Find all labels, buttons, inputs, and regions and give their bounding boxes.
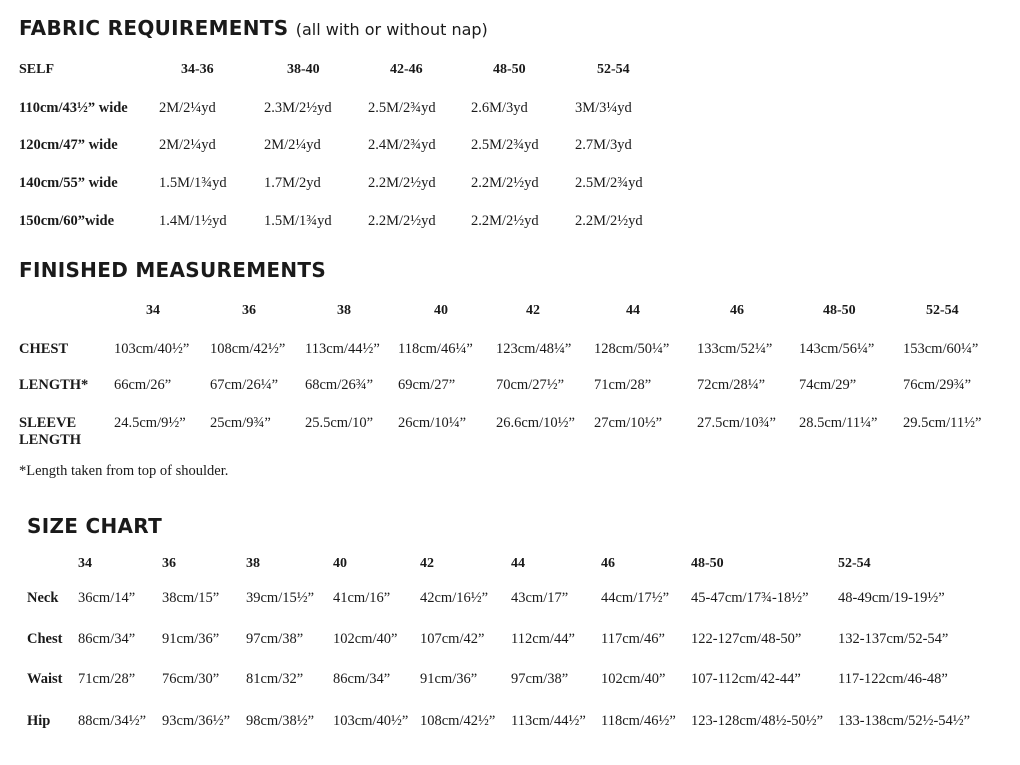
- size-chart-header: 52-54: [838, 556, 871, 571]
- size-chart-cell: 86cm/34”: [333, 671, 391, 687]
- size-chart-cell: 103cm/40½”: [333, 713, 409, 729]
- finished-size-header: 34: [146, 303, 160, 318]
- finished-cell: 103cm/40½”: [114, 341, 190, 357]
- size-chart-cell: 97cm/38”: [511, 671, 569, 687]
- size-chart-cell: 38cm/15”: [162, 590, 220, 606]
- finished-cell: 66cm/26”: [114, 377, 172, 393]
- size-chart-cell: 122-127cm/48-50”: [691, 631, 802, 647]
- finished-cell: 29.5cm/11½”: [903, 415, 982, 431]
- finished-cell: 153cm/60¼”: [903, 341, 979, 357]
- finished-size-header: 42: [526, 303, 540, 318]
- finished-cell: 27.5cm/10¾”: [697, 415, 776, 431]
- size-chart-cell: 117cm/46”: [601, 631, 665, 647]
- finished-row-label: SLEEVE: [19, 415, 77, 431]
- fabric-requirements-heading: [19, 16, 488, 40]
- size-chart-cell: 88cm/34½”: [78, 713, 147, 729]
- fabric-width-label: 140cm/55” wide: [19, 175, 118, 191]
- finished-cell: 72cm/28¼”: [697, 377, 766, 393]
- size-chart-cell: 117-122cm/46-48”: [838, 671, 948, 687]
- size-chart-cell: 39cm/15½”: [246, 590, 315, 606]
- fabric-cell: 2.5M/2¾yd: [471, 137, 539, 153]
- size-chart-header: 34: [78, 556, 92, 571]
- finished-cell: 76cm/29¾”: [903, 377, 972, 393]
- size-chart-cell: 93cm/36½”: [162, 713, 231, 729]
- fabric-cell: 1.5M/1¾yd: [159, 175, 227, 191]
- finished-cell: 113cm/44½”: [305, 341, 380, 357]
- fabric-cell: 3M/3¼yd: [575, 100, 632, 116]
- finished-cell: 108cm/42½”: [210, 341, 286, 357]
- size-chart-header: 42: [420, 556, 434, 571]
- fabric-cell: 2.2M/2½yd: [471, 175, 539, 191]
- fabric-cell: 1.4M/1½yd: [159, 213, 227, 229]
- size-chart-cell: 118cm/46½”: [601, 713, 676, 729]
- fabric-cell: 2M/2¼yd: [159, 100, 216, 116]
- finished-cell: 69cm/27”: [398, 377, 456, 393]
- size-chart-cell: 42cm/16½”: [420, 590, 489, 606]
- finished-cell: 26.6cm/10½”: [496, 415, 575, 431]
- fabric-cell: 1.5M/1¾yd: [264, 213, 332, 229]
- size-chart-cell: 91cm/36”: [162, 631, 220, 647]
- fabric-cell: 2.3M/2½yd: [264, 100, 332, 116]
- finished-cell: 128cm/50¼”: [594, 341, 670, 357]
- size-chart-cell: 133-138cm/52½-54½”: [838, 713, 971, 729]
- finished-row-label-line2: LENGTH: [19, 432, 82, 448]
- size-chart-cell: 112cm/44”: [511, 631, 575, 647]
- size-chart-cell: 108cm/42½”: [420, 713, 496, 729]
- size-chart-header: 38: [246, 556, 260, 571]
- size-chart-cell: 132-137cm/52-54”: [838, 631, 949, 647]
- finished-row-label: CHEST: [19, 341, 69, 357]
- fabric-cell: 2M/2¼yd: [264, 137, 321, 153]
- fabric-cell: 2.5M/2¾yd: [368, 100, 436, 116]
- finished-cell: 68cm/26¾”: [305, 377, 374, 393]
- fabric-requirements-subtitle: (all with or without nap): [295, 20, 488, 39]
- finished-cell: 118cm/46¼”: [398, 341, 473, 357]
- size-chart-cell: 113cm/44½”: [511, 713, 586, 729]
- size-chart-cell: 91cm/36”: [420, 671, 478, 687]
- size-chart-cell: 86cm/34”: [78, 631, 136, 647]
- finished-cell: 71cm/28”: [594, 377, 652, 393]
- size-chart-row-label: Hip: [27, 713, 51, 729]
- fabric-size-header: 42-46: [390, 62, 423, 77]
- size-chart-cell: 43cm/17”: [511, 590, 569, 606]
- size-chart-cell: 123-128cm/48½-50½”: [691, 713, 824, 729]
- fabric-size-header: 38-40: [287, 62, 320, 77]
- fabric-cell: 2.2M/2½yd: [368, 175, 436, 191]
- size-chart-row-label: Waist: [27, 671, 63, 687]
- size-chart-cell: 102cm/40”: [333, 631, 398, 647]
- size-chart-cell: 76cm/30”: [162, 671, 220, 687]
- fabric-cell: 2.2M/2½yd: [575, 213, 643, 229]
- finished-cell: 26cm/10¼”: [398, 415, 467, 431]
- fabric-cell: 1.7M/2yd: [264, 175, 321, 191]
- fabric-cell: 2.6M/3yd: [471, 100, 528, 116]
- size-chart-title: SIZE CHART: [27, 514, 163, 538]
- size-chart-cell: 107cm/42”: [420, 631, 485, 647]
- fabric-cell: 2.2M/2½yd: [368, 213, 436, 229]
- finished-cell: 25.5cm/10”: [305, 415, 374, 431]
- finished-size-header: 44: [626, 303, 640, 318]
- finished-cell: 24.5cm/9½”: [114, 415, 186, 431]
- size-chart-cell: 41cm/16”: [333, 590, 391, 606]
- fabric-cell: 2.4M/2¾yd: [368, 137, 436, 153]
- size-chart-row-label: Chest: [27, 631, 63, 647]
- size-chart-header: 48-50: [691, 556, 724, 571]
- fabric-size-header: 34-36: [181, 62, 214, 77]
- size-chart-header: 44: [511, 556, 525, 571]
- fabric-cell: 2M/2¼yd: [159, 137, 216, 153]
- size-chart-cell: 48-49cm/19-19½”: [838, 590, 945, 606]
- size-chart-cell: 107-112cm/42-44”: [691, 671, 801, 687]
- fabric-cell: 2.2M/2½yd: [471, 213, 539, 229]
- finished-cell: 27cm/10½”: [594, 415, 663, 431]
- finished-cell: 67cm/26¼”: [210, 377, 279, 393]
- finished-measurements-title: FINISHED MEASUREMENTS: [19, 258, 327, 282]
- size-chart-cell: 97cm/38”: [246, 631, 304, 647]
- size-chart-cell: 36cm/14”: [78, 590, 136, 606]
- size-chart-cell: 71cm/28”: [78, 671, 136, 687]
- finished-size-header: 52-54: [926, 303, 959, 318]
- finished-row-label: LENGTH*: [19, 377, 89, 393]
- size-chart-row-label: Neck: [27, 590, 59, 606]
- fabric-width-label: 150cm/60”wide: [19, 213, 115, 229]
- fabric-cell: 2.7M/3yd: [575, 137, 632, 153]
- size-chart-cell: 81cm/32”: [246, 671, 304, 687]
- fabric-size-header: 48-50: [493, 62, 526, 77]
- fabric-requirements-title: FABRIC REQUIREMENTS: [19, 16, 289, 40]
- fabric-width-label: 110cm/43½” wide: [19, 100, 128, 116]
- finished-cell: 25cm/9¾”: [210, 415, 271, 431]
- length-footnote: *Length taken from top of shoulder.: [19, 463, 229, 479]
- fabric-cell: 2.5M/2¾yd: [575, 175, 643, 191]
- finished-size-header: 46: [730, 303, 744, 318]
- size-chart-cell: 102cm/40”: [601, 671, 666, 687]
- finished-size-header: 48-50: [823, 303, 856, 318]
- size-chart-cell: 44cm/17½”: [601, 590, 670, 606]
- size-chart-cell: 45-47cm/17¾-18½”: [691, 590, 809, 606]
- finished-cell: 143cm/56¼”: [799, 341, 875, 357]
- size-chart-header: 40: [333, 556, 347, 571]
- size-chart-header: 46: [601, 556, 615, 571]
- finished-cell: 74cm/29”: [799, 377, 857, 393]
- finished-cell: 28.5cm/11¼”: [799, 415, 878, 431]
- finished-cell: 123cm/48¼”: [496, 341, 572, 357]
- fabric-size-header: 52-54: [597, 62, 630, 77]
- finished-size-header: 38: [337, 303, 351, 318]
- finished-cell: 133cm/52¼”: [697, 341, 773, 357]
- finished-size-header: 36: [242, 303, 256, 318]
- size-chart-header: 36: [162, 556, 176, 571]
- finished-cell: 70cm/27½”: [496, 377, 565, 393]
- finished-size-header: 40: [434, 303, 448, 318]
- fabric-corner-label: SELF: [19, 62, 55, 77]
- size-chart-cell: 98cm/38½”: [246, 713, 315, 729]
- fabric-width-label: 120cm/47” wide: [19, 137, 118, 153]
